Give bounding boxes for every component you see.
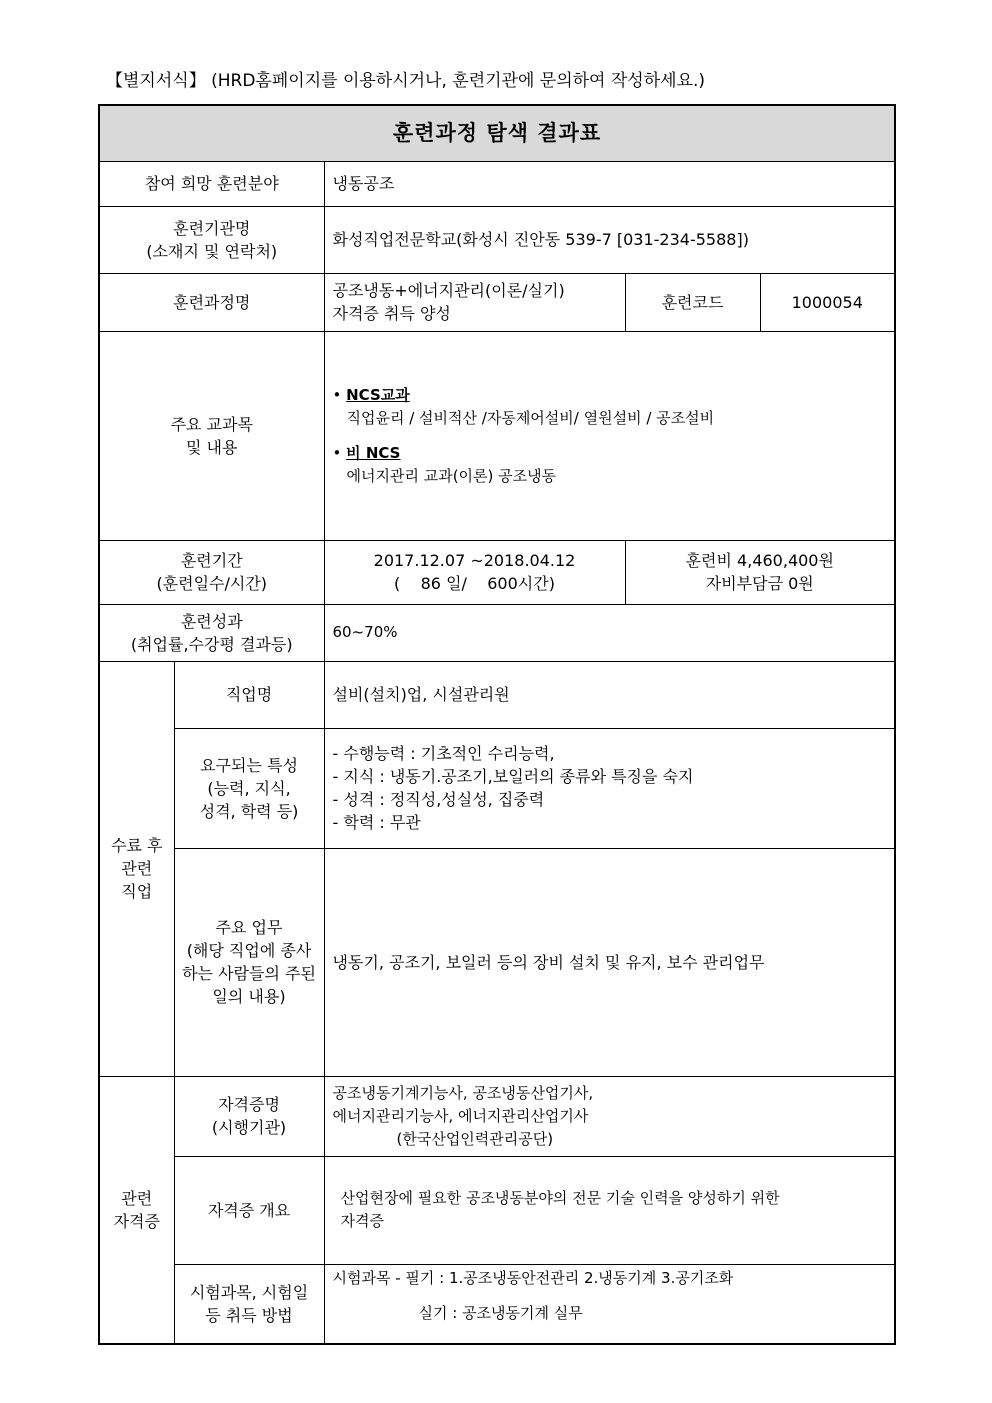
field-label: 참여 희망 훈련분야	[99, 161, 324, 206]
course-label: 훈련과정명	[99, 273, 324, 331]
cert-name-value	[324, 1076, 895, 1156]
period-value	[324, 540, 625, 604]
fee-value	[625, 540, 895, 604]
cert-name-label-line1: 자격증명	[218, 1095, 280, 1114]
course-value-line2: 자격증 취득 양성	[332, 304, 451, 323]
certs-group-line1: 관련	[121, 1188, 153, 1208]
exam-label-line2: 등 취득 방법	[205, 1305, 293, 1325]
cert-overview-line1: 산업현장에 필요한 공조냉동분야의 전문 기술 인력을 양성하기 위한	[340, 1189, 780, 1207]
institution-label-line2: (소재지 및 연락처)	[146, 241, 278, 261]
duties-label-line4: 일의 내용)	[212, 987, 286, 1006]
course-value-line1: 공조냉동+에너지관리(이론/실기)	[332, 281, 565, 300]
trait-item: - 성격 : 정직성,성실성, 집중력	[332, 790, 545, 809]
field-value: 냉동공조	[324, 161, 895, 206]
exam-written: 시험과목 - 필기 : 1.공조냉동안전관리 2.냉동기계 3.공기조화	[332, 1268, 734, 1287]
traits-label-line1: 요구되는 특성	[200, 755, 298, 775]
exam-value	[324, 1264, 895, 1344]
outcome-label-line1: 훈련성과	[180, 611, 243, 631]
subjects-label-line1: 주요 교과목	[170, 414, 253, 434]
course-code-label: 훈련코드	[625, 273, 760, 331]
traits-label	[174, 728, 324, 848]
period-label-line1: 훈련기간	[180, 551, 243, 570]
ncs-heading-row: • NCS교과	[332, 385, 410, 404]
job-name-value: 설비(설치)업, 시설관리원	[324, 661, 895, 728]
cert-name-label	[174, 1076, 324, 1156]
course-value	[324, 273, 625, 331]
cert-name-line1: 공조냉동기계기능사, 공조냉동산업기사,	[332, 1083, 594, 1102]
training-fee: 훈련비 4,460,400원	[685, 551, 834, 570]
traits-label-line2: (능력, 지식,	[207, 778, 291, 798]
subjects-label-line2: 및 내용	[186, 437, 238, 457]
subjects-label	[99, 331, 324, 540]
exam-label	[174, 1264, 324, 1344]
cert-overview-value	[324, 1156, 895, 1264]
exam-practical: 실기 : 공조냉동기계 실무	[418, 1303, 583, 1322]
course-code-value: 1000054	[760, 273, 895, 331]
period-dates: 2017.12.07 ~2018.04.12	[373, 551, 576, 570]
cert-name-line2: 에너지관리기능사, 에너지관리산업기사	[332, 1106, 589, 1125]
jobs-group-label	[99, 661, 174, 1076]
period-days-hours: ( 86 일/ 600시간)	[394, 574, 555, 593]
self-pay-fee: 자비부담금 0원	[705, 574, 814, 593]
jobs-group-line2: 관련	[121, 859, 153, 878]
traits-value	[324, 728, 895, 848]
non-ncs-items: 에너지관리 교과(이론) 공조냉동	[346, 466, 557, 485]
trait-item: - 지식 : 냉동기.공조기,보일러의 종류와 특징을 숙지	[332, 767, 694, 786]
spacer	[333, 1290, 887, 1302]
subjects-value	[324, 331, 895, 540]
traits-label-line3: 성격, 학력 등)	[199, 801, 299, 821]
ncs-items: 직업윤리 / 설비적산 /자동제어설비/ 열원설비 / 공조설비	[346, 408, 715, 427]
outcome-label-line2: (취업률,수강평 결과등)	[130, 634, 293, 654]
institution-label-line1: 훈련기관명	[173, 218, 251, 238]
cert-issuer: (한국산업인력관리공단)	[396, 1129, 554, 1148]
job-name-label: 직업명	[174, 661, 324, 728]
non-ncs-heading-row: • 비 NCS	[332, 443, 401, 462]
spacer	[333, 430, 887, 442]
duties-label-line1: 주요 업무	[215, 918, 283, 937]
exam-label-line1: 시험과목, 시험일	[189, 1282, 309, 1302]
duties-label	[174, 848, 324, 1076]
cert-overview-label: 자격증 개요	[174, 1156, 324, 1264]
institution-value: 화성직업전문학교(화성시 진안동 539-7 [031-234-5588])	[324, 206, 895, 273]
jobs-group-line3: 직업	[121, 882, 153, 901]
ncs-heading: NCS교과	[346, 385, 410, 404]
header-note	[106, 66, 705, 91]
duties-value: 냉동기, 공조기, 보일러 등의 장비 설치 및 유지, 보수 관리업무	[324, 848, 895, 1076]
instruction-text: (HRD홈페이지를 이용하시거나, 훈련기관에 문의하여 작성하세요.)	[211, 71, 706, 91]
trait-item: - 학력 : 무관	[332, 813, 421, 832]
non-ncs-heading: 비 NCS	[346, 443, 401, 462]
form-title: 훈련과정 탐색 결과표	[99, 105, 895, 161]
course-search-result-table	[98, 104, 896, 1345]
certs-group-line2: 자격증	[113, 1211, 160, 1231]
form-tag: 【별지서식】	[106, 71, 206, 91]
institution-label	[99, 206, 324, 273]
period-label	[99, 540, 324, 604]
cert-name-label-line2: (시행기관)	[211, 1118, 287, 1137]
certs-group-label	[99, 1076, 174, 1344]
outcome-label	[99, 604, 324, 661]
jobs-group-line1: 수료 후	[111, 836, 163, 855]
period-label-line2: (훈련일수/시간)	[156, 574, 268, 593]
cert-overview-line2: 자격증	[340, 1212, 384, 1230]
duties-label-line2: (해당 직업에 종사	[186, 941, 312, 960]
trait-item: - 수행능력 : 기초적인 수리능력,	[332, 744, 555, 763]
outcome-value: 60~70%	[324, 604, 895, 661]
duties-label-line3: 하는 사람들의 주된	[182, 964, 316, 983]
